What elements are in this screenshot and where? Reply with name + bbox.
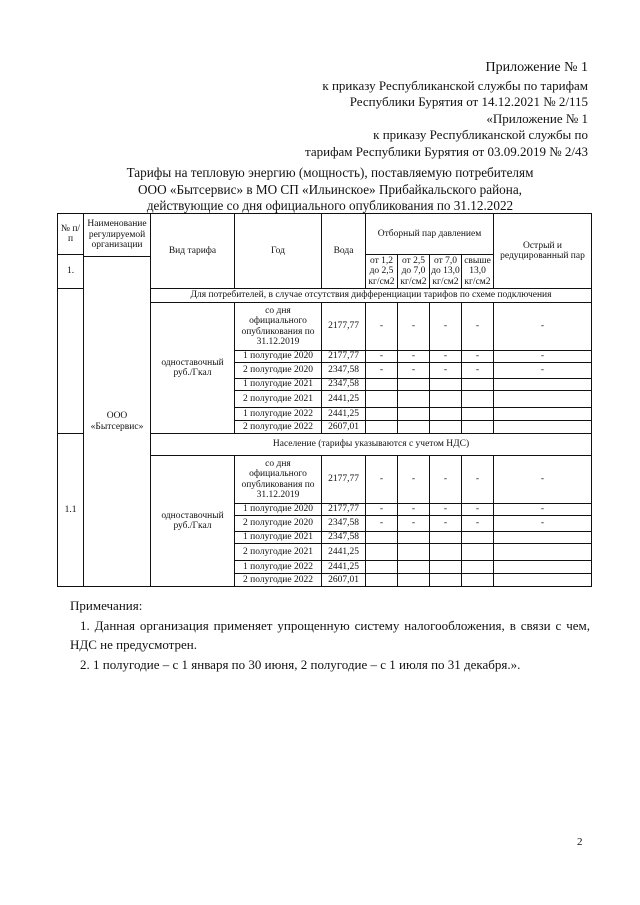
title-line: ООО «Бытсервис» в МО СП «Ильинское» Прибайкальского района, [138, 181, 522, 197]
steam-value: - [366, 516, 398, 532]
row-number: 1. [58, 255, 84, 289]
steam-value [430, 421, 462, 434]
note-item: 2. 1 полугодие – с 1 января по 30 июня, 2 полугодие – с 1 июля по 31 декабря.». [80, 657, 521, 672]
org-name-cell [84, 257, 151, 587]
steam-value [398, 574, 430, 587]
title-line: Тарифы на тепловую энергию (мощность), поставляемую потребителям [126, 165, 534, 180]
row-number-continued [58, 391, 84, 408]
steam-value [366, 421, 398, 434]
period-cell: 1 полугодие 2022 [235, 561, 322, 574]
steam-value: - [462, 303, 494, 351]
period-cell: со дня официального опубликования по 31.12.2019 [235, 456, 322, 504]
steam-value [462, 532, 494, 544]
col-header-org: Наименование регулируемой организации [84, 214, 151, 257]
steam-value: - [366, 504, 398, 516]
steam-value [430, 408, 462, 421]
header-line: «Приложение № 1 [486, 110, 588, 126]
row-number-continued [58, 289, 84, 303]
section-title: Для потребителей, в случае отсутствия дифференциации тарифов по схеме подключения [151, 289, 592, 303]
steam-value [430, 379, 462, 391]
sharp-steam-value: - [494, 516, 592, 532]
note-item: 1. Данная организация применяет упрощенную систему налогообложения, в связи с чем, НДС не предусмотрен. [70, 618, 590, 652]
col-header-steam-2: от 2,5 до 7,0 кг/см2 [398, 255, 430, 289]
tariff-type: одноставочный руб./Гкал [151, 303, 235, 434]
steam-value [398, 561, 430, 574]
steam-value [462, 379, 494, 391]
steam-value [398, 421, 430, 434]
period-cell: 1 полугодие 2022 [235, 408, 322, 421]
steam-value: - [430, 504, 462, 516]
steam-value: - [462, 351, 494, 363]
steam-value: - [366, 351, 398, 363]
row-number-continued [58, 351, 84, 363]
org-name: ООО «Бытсервис» [90, 411, 144, 432]
water-value: 2177,77 [322, 351, 366, 363]
water-value: 2177,77 [322, 504, 366, 516]
col-header-sharp-steam: Острый и редуцированный пар [494, 214, 592, 289]
sharp-steam-value: - [494, 504, 592, 516]
period-cell: 2 полугодие 2020 [235, 516, 322, 532]
steam-value: - [430, 456, 462, 504]
water-value: 2607,01 [322, 574, 366, 587]
steam-value: - [398, 504, 430, 516]
page-number: 2 [577, 836, 583, 848]
section-title: Население (тарифы указываются с учетом НДС) [151, 434, 592, 456]
appendix-header [305, 60, 588, 160]
header-line: к приказу Республиканской службы по тарифам [322, 77, 588, 93]
document-title [60, 165, 600, 215]
period-cell: 2 полугодие 2021 [235, 391, 322, 408]
header-line: Приложение № 1 [485, 60, 588, 75]
water-value: 2347,58 [322, 363, 366, 379]
steam-value [398, 532, 430, 544]
steam-value: - [366, 363, 398, 379]
water-value: 2347,58 [322, 532, 366, 544]
steam-value: - [366, 456, 398, 504]
steam-value [462, 391, 494, 408]
col-header-steam-3: от 7,0 до 13,0 кг/см2 [431, 255, 460, 287]
col-header-water: Вода [322, 214, 366, 289]
steam-value [366, 379, 398, 391]
steam-value: - [462, 504, 494, 516]
steam-value: - [430, 351, 462, 363]
sharp-steam-value [494, 391, 592, 408]
steam-value [430, 544, 462, 561]
water-value: 2347,58 [322, 516, 366, 532]
steam-value [366, 574, 398, 587]
steam-value: - [430, 516, 462, 532]
steam-value [430, 532, 462, 544]
steam-value [398, 408, 430, 421]
col-header-year: Год [235, 214, 322, 289]
sharp-steam-value: - [494, 363, 592, 379]
steam-value: - [398, 303, 430, 351]
row-number-continued [58, 421, 84, 434]
col-header-tariff-type: Вид тарифа [151, 214, 235, 289]
period-cell: 1 полугодие 2020 [235, 504, 322, 516]
steam-value [398, 391, 430, 408]
sharp-steam-value [494, 532, 592, 544]
sharp-steam-value [494, 574, 592, 587]
steam-value: - [366, 303, 398, 351]
steam-value: - [398, 363, 430, 379]
water-value: 2607,01 [322, 421, 366, 434]
header-line: тарифам Республики Бурятия от 03.09.2019 № 2/43 [305, 143, 588, 159]
sharp-steam-value: - [494, 303, 592, 351]
steam-value: - [398, 456, 430, 504]
steam-value [462, 574, 494, 587]
steam-value [366, 544, 398, 561]
steam-value: - [398, 351, 430, 363]
steam-value: - [430, 363, 462, 379]
sharp-steam-value [494, 561, 592, 574]
steam-value [366, 532, 398, 544]
steam-value [462, 544, 494, 561]
row-number-continued [58, 363, 84, 379]
period-cell: 2 полугодие 2021 [235, 544, 322, 561]
steam-value: - [398, 516, 430, 532]
steam-value [398, 544, 430, 561]
tariff-type: одноставочный руб./Гкал [151, 456, 235, 587]
period-cell: 2 полугодие 2022 [235, 574, 322, 587]
tariff-table [57, 213, 592, 587]
period-cell: 2 полугодие 2022 [235, 421, 322, 434]
col-header-steam-4: свыше 13,0 кг/см2 [462, 255, 494, 289]
water-value: 2347,58 [322, 379, 366, 391]
steam-value [398, 379, 430, 391]
period-cell: 1 полугодие 2020 [235, 351, 322, 363]
period-cell: 1 полугодие 2021 [235, 532, 322, 544]
steam-value: - [430, 303, 462, 351]
period-cell: 2 полугодие 2020 [235, 363, 322, 379]
steam-value [366, 561, 398, 574]
title-line: действующие со дня официального опубликования по 31.12.2022 [146, 198, 514, 213]
row-number-continued [58, 408, 84, 421]
period-cell: 1 полугодие 2021 [235, 379, 322, 391]
col-header-steam-group: Отборный пар давлением [366, 214, 494, 255]
sharp-steam-value [494, 408, 592, 421]
sharp-steam-value [494, 421, 592, 434]
col-header-steam-1: от 1,2 до 2,5 кг/см2 [366, 255, 398, 289]
steam-value [462, 421, 494, 434]
col-header-num: № п/п [58, 214, 84, 255]
steam-value: - [462, 456, 494, 504]
water-value: 2441,25 [322, 391, 366, 408]
sharp-steam-value [494, 544, 592, 561]
sharp-steam-value [494, 379, 592, 391]
period-cell: со дня официального опубликования по 31.12.2019 [235, 303, 322, 351]
row-number-continued [58, 303, 84, 351]
water-value: 2441,25 [322, 561, 366, 574]
notes-heading: Примечания: [70, 598, 143, 613]
water-value: 2441,25 [322, 544, 366, 561]
steam-value [366, 391, 398, 408]
steam-value [366, 408, 398, 421]
water-value: 2441,25 [322, 408, 366, 421]
water-value: 2177,77 [322, 456, 366, 504]
sharp-steam-value: - [494, 456, 592, 504]
steam-value [430, 574, 462, 587]
steam-value: - [462, 363, 494, 379]
sharp-steam-value: - [494, 351, 592, 363]
steam-value [430, 391, 462, 408]
steam-value: - [462, 516, 494, 532]
header-line: к приказу Республиканской службы по [373, 127, 588, 142]
water-value: 2177,77 [322, 303, 366, 351]
steam-value [462, 408, 494, 421]
row-number-continued [58, 379, 84, 391]
header-line: Республики Бурятия от 14.12.2021 № 2/115 [349, 94, 588, 109]
steam-value [462, 561, 494, 574]
steam-value [430, 561, 462, 574]
notes [70, 596, 590, 674]
row-number: 1.1 [58, 434, 84, 587]
